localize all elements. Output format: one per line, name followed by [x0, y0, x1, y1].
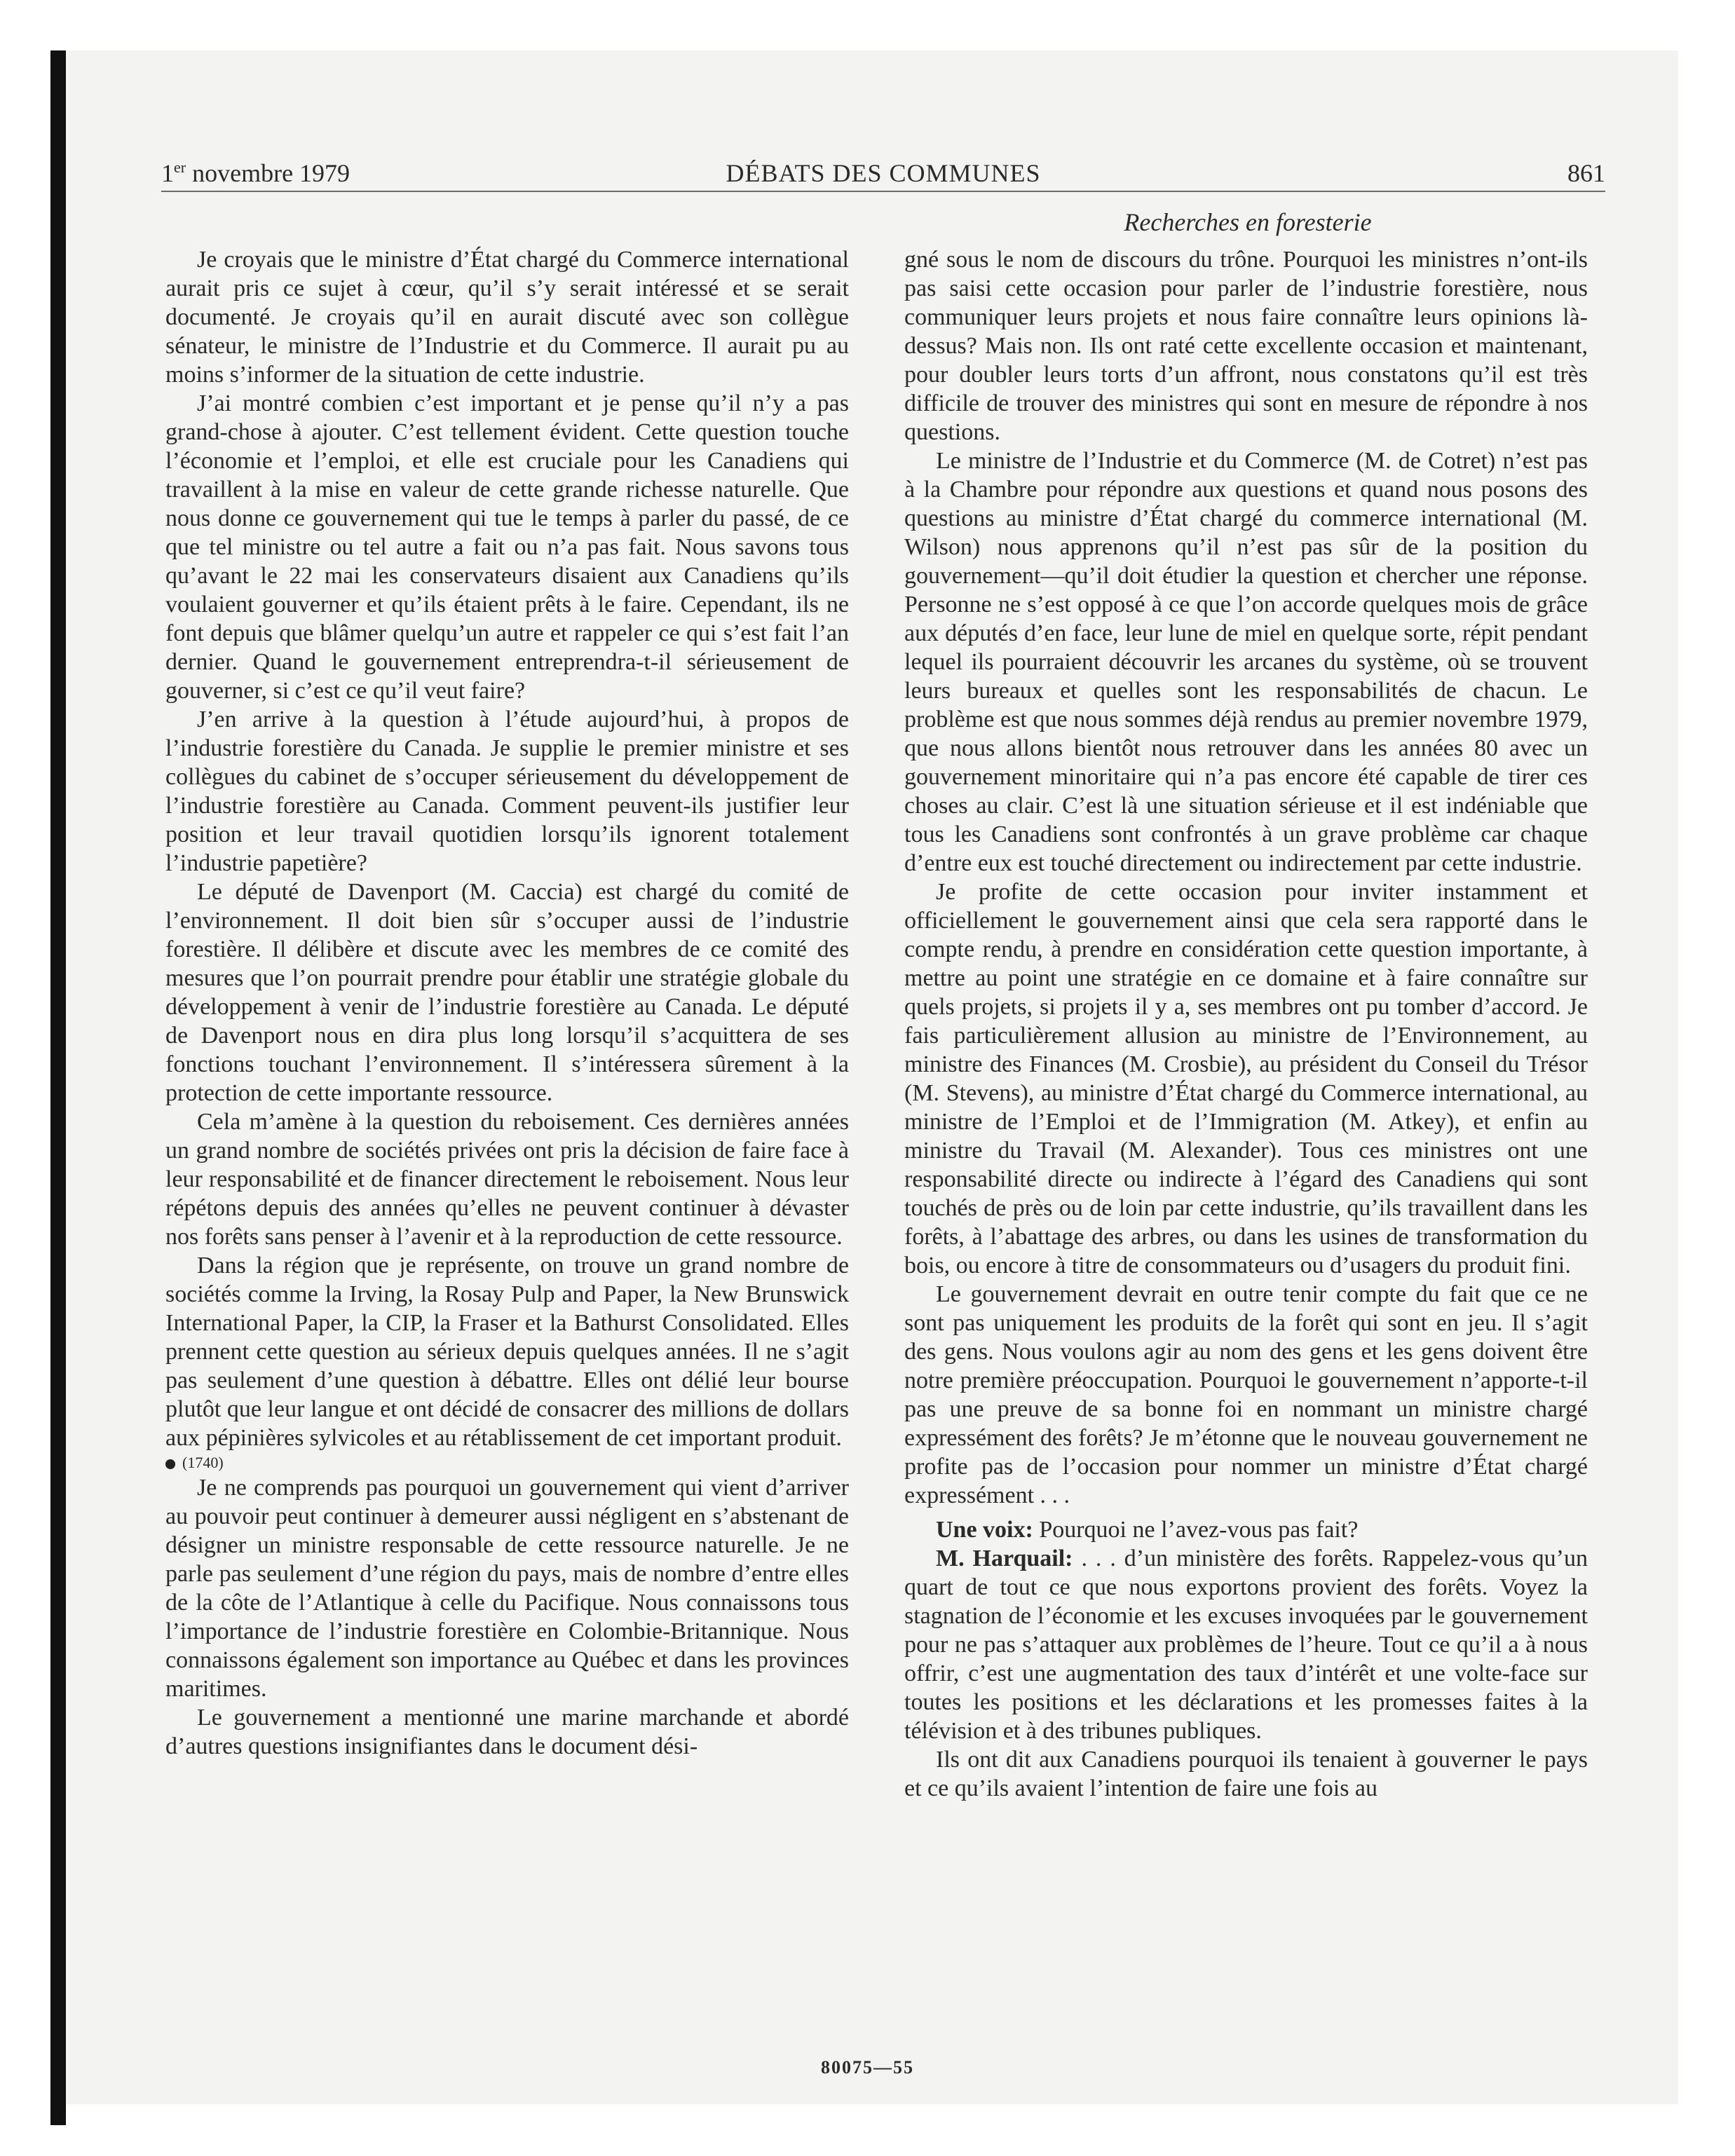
speaker-paragraph	[904, 1515, 1588, 1544]
page-footer-code: 80075—55	[821, 2057, 914, 2077]
speech-text: Pourquoi ne l’avez-vous pas fait?	[1033, 1517, 1359, 1543]
paragraph: Le gouvernement devrait en outre tenir compte du fait que ce ne sont pas uniquement les produits de la forêt qui sont en jeu. Il s’agit des gens. Nous voulons agir au nom des gens et les gens doivent être notre première préoccupation. Pourquoi le gouvernement n’apporte-t-il pas une preuve de sa bonne foi en nommant un ministre chargé expressément des forêts? Je m’étonne que le nouveau gouvernement ne profite pas de l’occasion pour nommer un ministre d’État chargé expressément . . .	[904, 1281, 1588, 1508]
header-date: 1er novembre 1979	[161, 158, 351, 187]
time-marker	[165, 1452, 849, 1473]
paragraph: Le gouvernement a mentionné une marine marchande et abordé d’autres questions insignifiantes dans le document dési-	[165, 1705, 849, 1759]
paragraph: J’en arrive à la question à l’étude aujourd’hui, à propos de l’industrie forestière du Canada. Je supplie le premier ministre et ses collègues du cabinet de s’occuper sérieusement du développement de l’industrie forestière au Canada. Comment peuvent-ils justifier leur position et leur travail quotidien lorsqu’ils ignorent totalement l’industrie papetière?	[165, 707, 849, 876]
paragraph: Je croyais que le ministre d’État chargé du Commerce international aurait pris ce sujet à cœur, qu’il s’y serait intéressé et se serait documenté. Je croyais qu’il en aurait discuté avec son collègue sénateur, le ministre de l’Industrie et du Commerce. Il aurait pu au moins s’informer de la situation de cette industrie.	[165, 247, 849, 388]
running-head: Recherches en foresterie	[1124, 208, 1372, 236]
speaker-paragraph	[904, 1544, 1588, 1745]
right-column	[904, 245, 1588, 1803]
paragraph: Cela m’amène à la question du reboisement. Ces dernières années un grand nombre de sociétés privées ont pris la décision de faire face à leur responsabilité et de financer directement le reboisement. Nous leur répétons depuis des années qu’elles ne peuvent continuer à dévaster nos forêts sans penser à l’avenir et à la reproduction de cette ressource.	[165, 1109, 849, 1250]
paragraph: J’ai montré combien c’est important et je pense qu’il n’y a pas grand-chose à ajouter. C’est tellement évident. Cette question touche l’économie et l’emploi, et elle est cruciale pour les Canadiens qui travaillent à la mise en valeur de cette grande richesse naturelle. Que nous donne ce gouvernement qui tue le temps à parler du passé, de ce que tel ministre ou tel autre a fait ou n’a pas fait. Nous savons tous qu’avant le 22 mai les conservateurs disaient aux Canadiens qu’ils voulaient gouverner et qu’ils étaient prêts à le faire. Cependant, ils ne font depuis que blâmer quelqu’un autre et rappeler ce qui s’est fait l’an dernier. Quand le gouvernement entreprendra-t-il sérieusement de gouverner, si c’est ce qu’il veut faire?	[165, 390, 849, 704]
speaker-name: M. Harquail:	[936, 1546, 1073, 1571]
bullet-icon	[165, 1459, 175, 1469]
paragraph: Ils ont dit aux Canadiens pourquoi ils tenaient à gouverner le pays et ce qu’ils avaient l’intention de faire une fois au	[904, 1747, 1588, 1801]
paragraph: Dans la région que je représente, on trouve un grand nombre de sociétés comme la Irving, la Rosay Pulp and Paper, la New Brunswick International Paper, la CIP, la Fraser et la Bathurst Consolidated. Elles prennent cette question au sérieux depuis quelques années. Il ne s’agit pas seulement d’une question à débattre. Elles ont délié leur bourse plutôt que leur langue et ont décidé de consacrer des millions de dollars aux pépinières sylvicoles et au rétablissement de cet important produit.	[165, 1253, 849, 1451]
page-number: 861	[1567, 159, 1605, 187]
left-column	[165, 245, 849, 1761]
scan-edge-bar	[50, 50, 66, 2125]
page-header	[161, 158, 1605, 193]
paragraph: Je profite de cette occasion pour inviter instamment et officiellement le gouvernement ainsi que cela sera rapporté dans le compte rendu, à prendre en considération cette question importante, à mettre au point une stratégie en ce domaine et à faire connaître sur quels projets, si projets il y a, ses membres ont pu tomber d’accord. Je fais particulièrement allusion au ministre de l’Environnement, au ministre des Finances (M. Crosbie), au président du Conseil du Trésor (M. Stevens), au ministre d’État chargé du Commerce international, au ministre de l’Emploi et de l’Immigration (M. Atkey), et enfin au ministre du Travail (M. Alexander). Tous ces ministres ont une responsabilité directe ou indirecte à l’égard des Canadiens qui sont touchés de près ou de loin par cette industrie, qu’ils travaillent dans les forêts, à l’abattage des arbres, ou dans les usines de transformation du bois, ou encore à titre de consommateurs ou d’usagers du produit fini.	[904, 879, 1588, 1278]
time-marker-label: (1740)	[182, 1454, 224, 1471]
speech-text: . . . d’un ministère des forêts. Rappelez-vous qu’un quart de tout ce que nous exportons provient des forêts. Voyez la stagnation de l’économie et les excuses invoquées par le gouvernement pour ne pas s’attaquer aux problèmes de l’heure. Tout ce qu’il a à nous offrir, c’est une augmentation des taux d’intérêt et une volte-face sur toutes les positions et les déclarations et les promesses faites à la télévision et à des tribunes publiques.	[904, 1546, 1588, 1744]
header-title: DÉBATS DES COMMUNES	[726, 159, 1041, 187]
paragraph: Je ne comprends pas pourquoi un gouvernement qui vient d’arriver au pouvoir peut continuer à demeurer aussi négligent en s’abstenant de désigner un ministre responsable de cette ressource naturelle. Je ne parle pas seulement d’une région du pays, mais de nombre d’entre elles de la côte de l’Atlantique à celle du Pacifique. Nous connaissons tous l’importance de l’industrie forestière en Colombie-Britannique. Nous connaissons également son importance au Québec et dans les provinces maritimes.	[165, 1475, 849, 1702]
speaker-name: Une voix:	[936, 1517, 1033, 1543]
paragraph: Le ministre de l’Industrie et du Commerce (M. de Cotret) n’est pas à la Chambre pour répondre aux questions et quand nous posons des questions au ministre d’État chargé du commerce international (M. Wilson) nous apprenons qu’il n’est pas sûr de la position du gouvernement—qu’il doit étudier la question et chercher une réponse. Personne ne s’est opposé à ce que l’on accorde quelques mois de grâce aux députés d’en face, leur lune de miel en quelque sorte, répit pendant lequel ils pourraient découvrir les arcanes du système, où se trouvent leurs bureaux et quelles sont les responsabilités de chacun. Le problème est que nous sommes déjà rendus au premier novembre 1979, que nous allons bientôt nous retrouver dans les années 80 avec un gouvernement minoritaire qui n’a pas encore été capable de tirer ces choses au clair. C’est là une situation sérieuse et il est indéniable que tous les Canadiens sont confrontés à un grave problème car chaque d’entre eux est touché directement ou indirectement par cette industrie.	[904, 448, 1588, 876]
paragraph: Le député de Davenport (M. Caccia) est chargé du comité de l’environnement. Il doit bien sûr s’occuper aussi de l’industrie forestière. Il délibère et discute avec les membres de ce comité des mesures que l’on pourrait prendre pour établir une stratégie globale du développement à venir de l’industrie forestière au Canada. Le député de Davenport nous en dira plus long lorsqu’il s’acquittera de ses fonctions touchant l’environnement. Il s’intéressera sûrement à la protection de cette importante ressource.	[165, 879, 849, 1106]
header-divider	[161, 191, 1605, 192]
paragraph: gné sous le nom de discours du trône. Pourquoi les ministres n’ont-ils pas saisi cette occasion pour parler de l’industrie forestière, nous communiquer leurs projets et nous faire connaître leurs opinions là-dessus? Mais non. Ils ont raté cette excellente occasion et maintenant, pour doubler leurs torts d’un affront, nous constatons qu’il est très difficile de trouver des ministres qui sont en mesure de répondre à nos questions.	[904, 247, 1588, 445]
